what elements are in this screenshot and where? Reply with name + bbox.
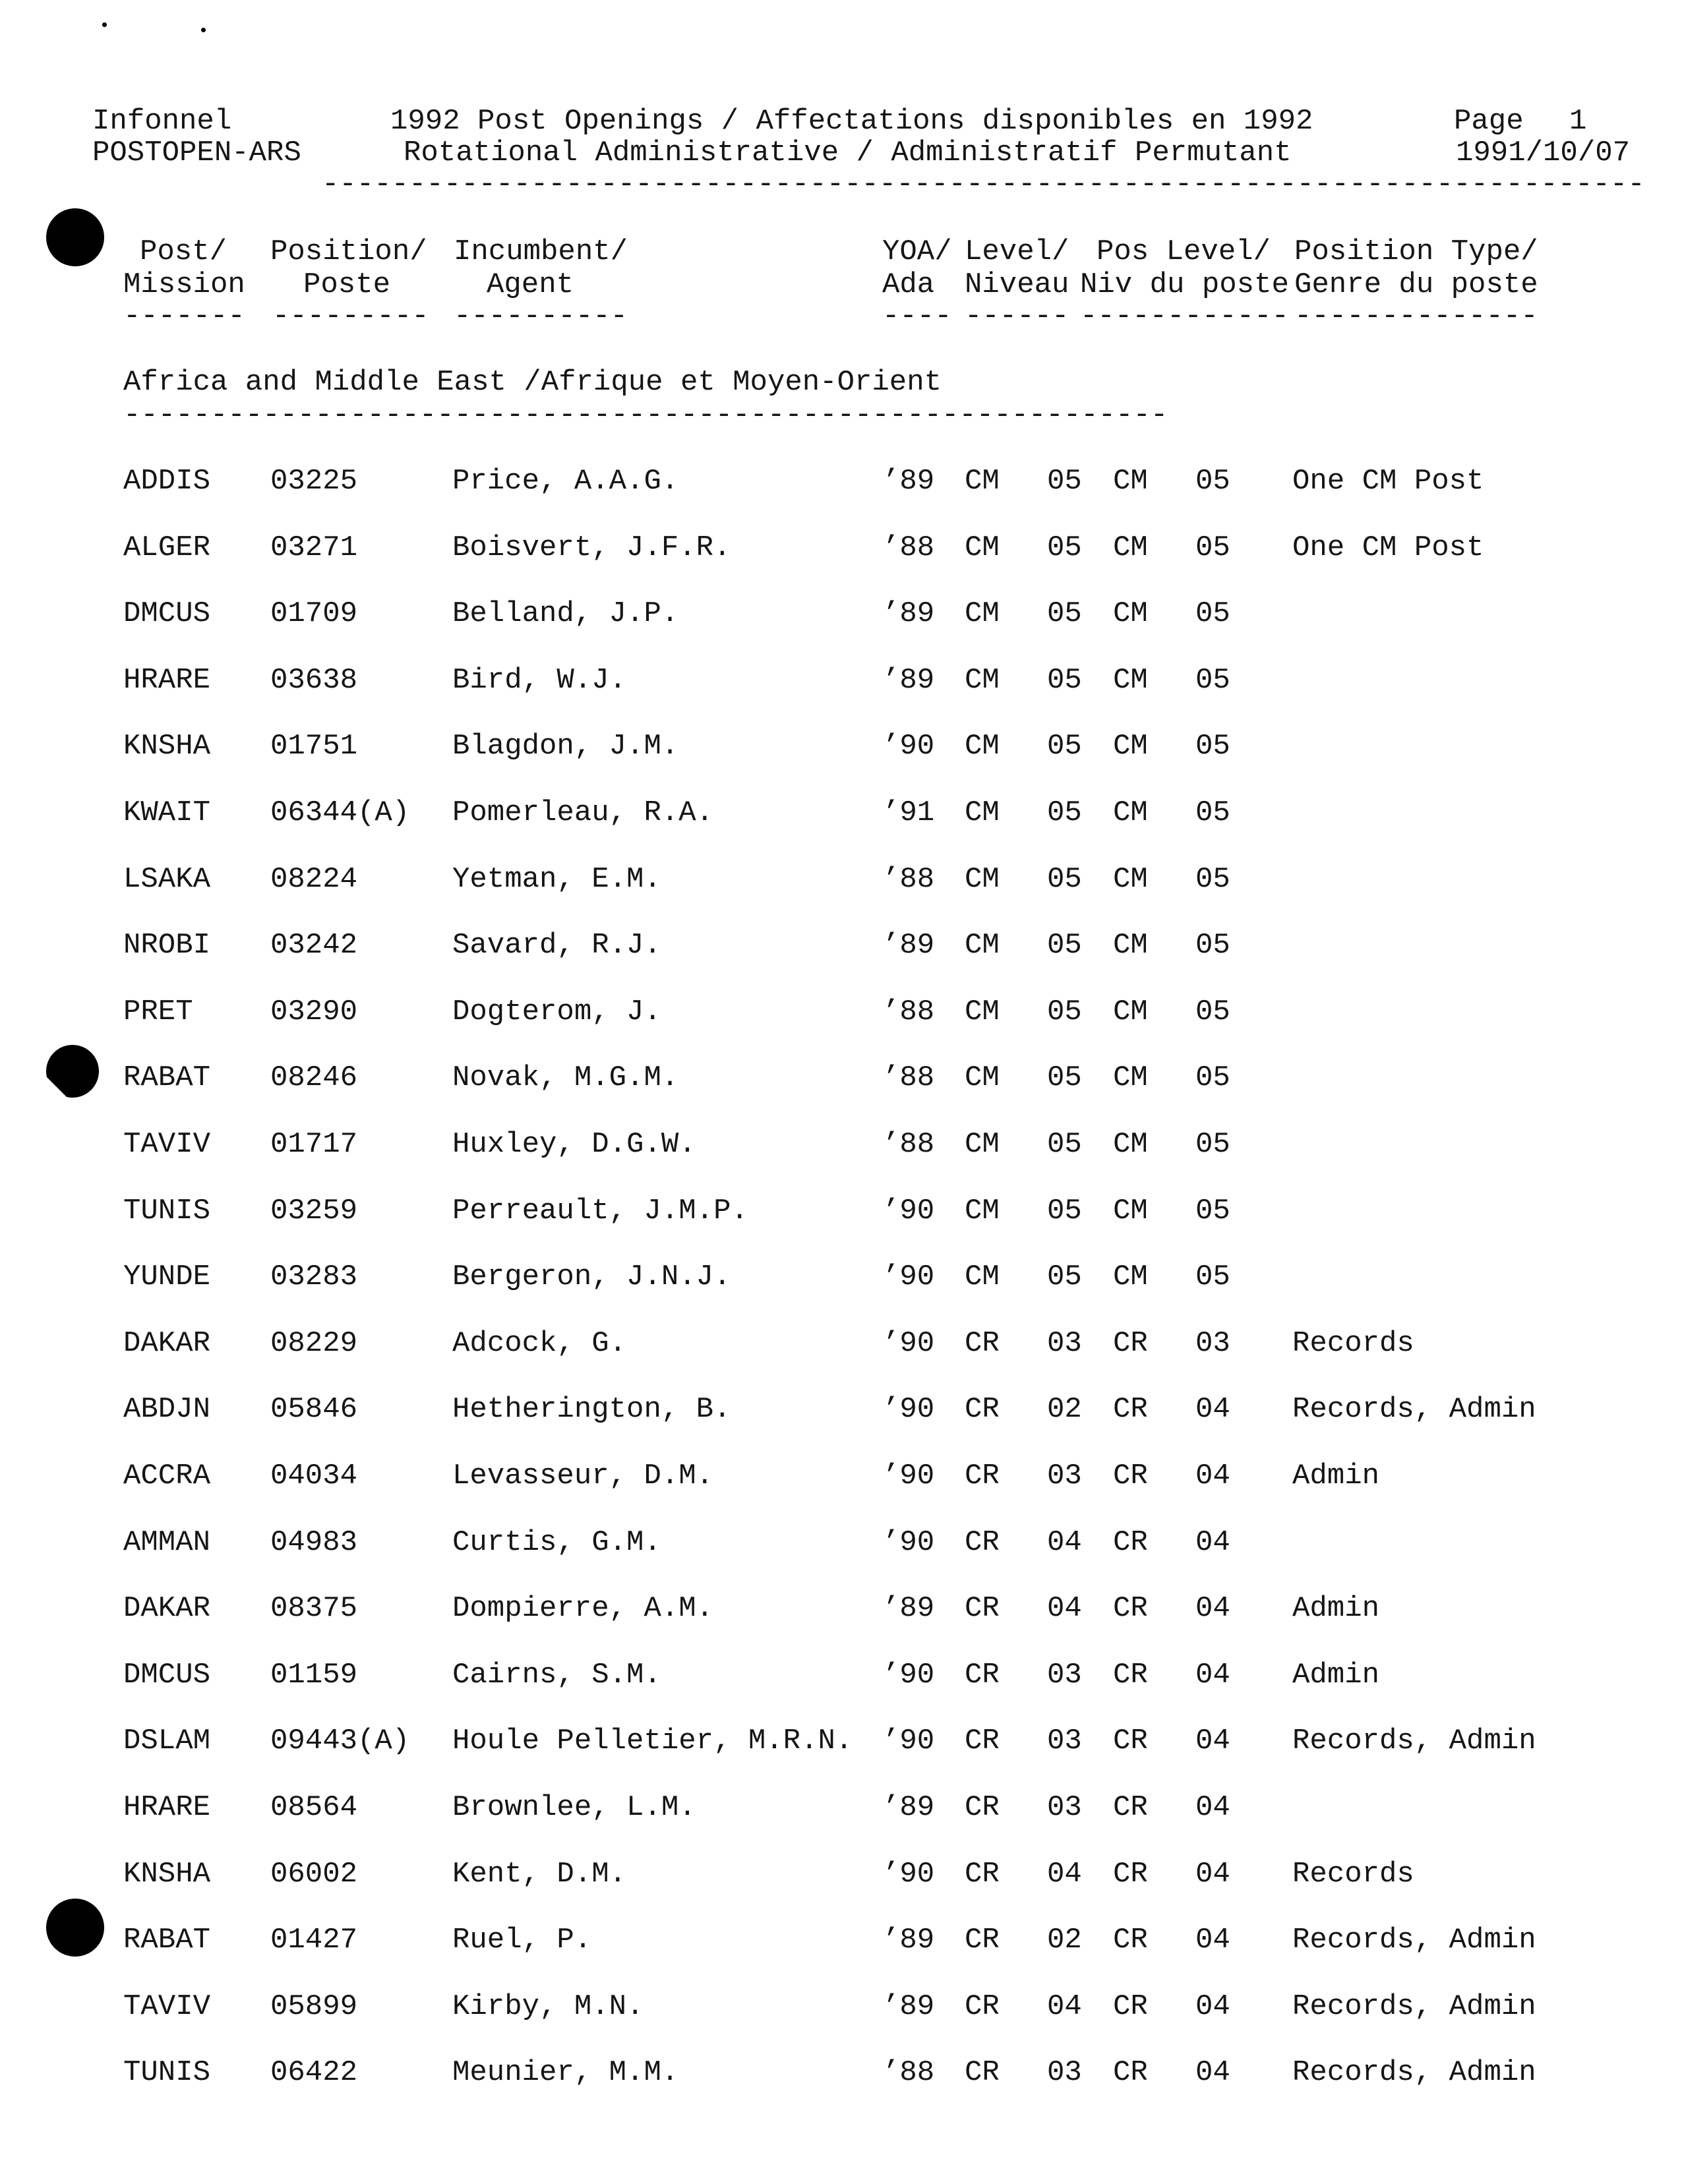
page-number: 1: [1569, 105, 1587, 138]
pos-level-number: 05: [1195, 1195, 1230, 1227]
position-number: 03290: [270, 995, 358, 1028]
position-type: Records, Admin: [1292, 1990, 1536, 2023]
incumbent-name: Brownlee, L.M.: [452, 1791, 696, 1824]
table-row: [0, 2058, 1684, 2098]
pos-level-number: 04: [1195, 1858, 1230, 1891]
level-number: 05: [1047, 995, 1082, 1028]
post-code: NROBI: [123, 929, 211, 962]
year-of-assignment: ’90: [882, 1659, 935, 1692]
position-number: 01709: [270, 597, 358, 630]
table-row: [0, 666, 1684, 705]
pos-level-group: CM: [1113, 796, 1148, 829]
pos-level-group: CR: [1113, 1327, 1148, 1360]
pos-level-group: CR: [1113, 1393, 1148, 1426]
level-number: 05: [1047, 1195, 1082, 1227]
level-group: CM: [965, 1195, 1000, 1227]
incumbent-name: Novak, M.G.M.: [452, 1061, 679, 1094]
level-group: CM: [965, 730, 1000, 763]
level-group: CR: [965, 1526, 1000, 1559]
level-number: 05: [1047, 863, 1082, 896]
system-name: Infonnel: [92, 105, 232, 138]
pos-level-number: 05: [1195, 1260, 1230, 1293]
level-group: CM: [965, 597, 1000, 630]
level-group: CM: [965, 531, 1000, 564]
position-type: One CM Post: [1292, 465, 1484, 498]
pos-level-number: 04: [1195, 1393, 1230, 1426]
year-of-assignment: ’90: [882, 1195, 935, 1227]
pos-level-number: 05: [1195, 929, 1230, 962]
post-code: ACCRA: [123, 1460, 211, 1492]
pos-level-number: 04: [1195, 2056, 1230, 2089]
table-row: [0, 1992, 1684, 2032]
report-date: 1991/10/07: [1456, 136, 1631, 169]
table-row: [0, 732, 1684, 771]
pos-level-number: 05: [1195, 796, 1230, 829]
year-of-assignment: ’88: [882, 863, 935, 896]
position-type: One CM Post: [1292, 531, 1484, 564]
position-number: 03259: [270, 1195, 358, 1227]
table-row: [0, 1063, 1684, 1103]
pos-level-number: 03: [1195, 1327, 1230, 1360]
level-group: CR: [965, 1592, 1000, 1625]
position-number: 06002: [270, 1858, 358, 1891]
post-code: DMCUS: [123, 597, 211, 630]
incumbent-name: Yetman, E.M.: [452, 863, 661, 896]
level-number: 05: [1047, 929, 1082, 962]
scan-speck: [102, 22, 107, 27]
pos-level-group: CM: [1113, 1195, 1148, 1227]
incumbent-name: Houle Pelletier, M.R.N.: [452, 1725, 853, 1757]
incumbent-name: Huxley, D.G.W.: [452, 1128, 696, 1161]
col-header-position: Position/: [270, 235, 427, 268]
level-number: 03: [1047, 1327, 1082, 1360]
post-code: HRARE: [123, 664, 211, 697]
pos-level-group: CR: [1113, 1526, 1148, 1559]
post-code: RABAT: [123, 1924, 211, 1957]
year-of-assignment: ’89: [882, 1924, 935, 1957]
section-title: Africa and Middle East /Afrique et Moyen-Orient: [123, 366, 942, 399]
level-number: 04: [1047, 1990, 1082, 2023]
year-of-assignment: ’90: [882, 1393, 935, 1426]
pos-level-number: 04: [1195, 1460, 1230, 1492]
level-group: CR: [965, 1393, 1000, 1426]
col-header-post-fr: Mission: [123, 268, 245, 301]
year-of-assignment: ’89: [882, 1990, 935, 2023]
pos-level-number: 05: [1195, 730, 1230, 763]
post-code: YUNDE: [123, 1260, 211, 1293]
pos-level-group: CR: [1113, 1725, 1148, 1757]
level-group: CR: [965, 1327, 1000, 1360]
pos-level-number: 04: [1195, 1592, 1230, 1625]
level-group: CM: [965, 995, 1000, 1028]
level-number: 03: [1047, 2056, 1082, 2089]
position-number: 03271: [270, 531, 358, 564]
position-number: 09443(A): [270, 1725, 410, 1757]
table-row: [0, 1262, 1684, 1302]
level-number: 03: [1047, 1791, 1082, 1824]
incumbent-name: Pomerleau, R.A.: [452, 796, 714, 829]
col-rule-level: ------: [965, 300, 1069, 333]
post-code: ALGER: [123, 531, 211, 564]
incumbent-name: Kirby, M.N.: [452, 1990, 644, 2023]
incumbent-name: Dogterom, J.: [452, 995, 661, 1028]
level-number: 05: [1047, 597, 1082, 630]
incumbent-name: Cairns, S.M.: [452, 1659, 661, 1692]
report-title: 1992 Post Openings / Affectations disponibles en 1992: [390, 105, 1313, 138]
post-code: PRET: [123, 995, 193, 1028]
table-row: [0, 1528, 1684, 1568]
incumbent-name: Meunier, M.M.: [452, 2056, 679, 2089]
pos-level-number: 05: [1195, 1061, 1230, 1094]
pos-level-number: 05: [1195, 863, 1230, 896]
position-number: 01717: [270, 1128, 358, 1161]
title-underline: ----------------------------------------------------------------------------: [322, 168, 1645, 201]
level-group: CM: [965, 664, 1000, 697]
year-of-assignment: ’90: [882, 1858, 935, 1891]
pos-level-group: CM: [1113, 863, 1148, 896]
year-of-assignment: ’88: [882, 995, 935, 1028]
table-row: [0, 1130, 1684, 1169]
post-code: ADDIS: [123, 465, 211, 498]
position-type: Admin: [1292, 1460, 1380, 1492]
col-rule-yoa: ----: [882, 300, 952, 333]
level-number: 02: [1047, 1393, 1082, 1426]
incumbent-name: Perreault, J.M.P.: [452, 1195, 748, 1227]
pos-level-group: CR: [1113, 1858, 1148, 1891]
level-number: 04: [1047, 1526, 1082, 1559]
position-number: 08246: [270, 1061, 358, 1094]
table-row: [0, 931, 1684, 970]
level-number: 03: [1047, 1659, 1082, 1692]
post-code: TUNIS: [123, 1195, 211, 1227]
pos-level-number: 04: [1195, 1725, 1230, 1757]
level-number: 02: [1047, 1924, 1082, 1957]
post-code: HRARE: [123, 1791, 211, 1824]
punch-hole-top: [46, 208, 104, 266]
incumbent-name: Boisvert, J.F.R.: [452, 531, 731, 564]
level-group: CR: [965, 1791, 1000, 1824]
level-group: CM: [965, 796, 1000, 829]
table-row: [0, 533, 1684, 573]
level-group: CM: [965, 1260, 1000, 1293]
year-of-assignment: ’90: [882, 1260, 935, 1293]
col-header-pos-level: Pos Level/: [1097, 235, 1271, 268]
year-of-assignment: ’88: [882, 1128, 935, 1161]
pos-level-group: CM: [1113, 1128, 1148, 1161]
position-number: 01159: [270, 1659, 358, 1692]
page-label: Page: [1454, 105, 1524, 138]
pos-level-number: 05: [1195, 664, 1230, 697]
post-code: AMMAN: [123, 1526, 211, 1559]
level-number: 05: [1047, 465, 1082, 498]
col-rule-incumbent: ----------: [454, 300, 628, 333]
pos-level-group: CM: [1113, 597, 1148, 630]
level-number: 03: [1047, 1460, 1082, 1492]
position-type: Records: [1292, 1327, 1414, 1360]
pos-level-group: CM: [1113, 465, 1148, 498]
level-number: 04: [1047, 1858, 1082, 1891]
pos-level-group: CM: [1113, 531, 1148, 564]
pos-level-group: CM: [1113, 1260, 1148, 1293]
table-row: [0, 1395, 1684, 1434]
table-row: [0, 1926, 1684, 1965]
section-underline: ------------------------------------------------------------: [123, 399, 1168, 432]
pos-level-group: CM: [1113, 995, 1148, 1028]
pos-level-number: 05: [1195, 995, 1230, 1028]
col-header-pos-level-fr: Niv du poste: [1080, 268, 1289, 301]
col-header-yoa-fr: Ada: [882, 268, 935, 301]
col-header-incumbent-fr: Agent: [487, 268, 574, 301]
incumbent-name: Curtis, G.M.: [452, 1526, 661, 1559]
level-number: 03: [1047, 1725, 1082, 1757]
year-of-assignment: ’89: [882, 664, 935, 697]
pos-level-number: 04: [1195, 1990, 1230, 2023]
col-header-position-fr: Poste: [303, 268, 391, 301]
post-code: TUNIS: [123, 2056, 211, 2089]
level-group: CR: [965, 1858, 1000, 1891]
post-code: ABDJN: [123, 1393, 211, 1426]
pos-level-group: CR: [1113, 1791, 1148, 1824]
year-of-assignment: ’90: [882, 1460, 935, 1492]
table-row: [0, 1727, 1684, 1766]
pos-level-number: 05: [1195, 1128, 1230, 1161]
level-number: 05: [1047, 1061, 1082, 1094]
year-of-assignment: ’90: [882, 1526, 935, 1559]
pos-level-number: 05: [1195, 531, 1230, 564]
incumbent-name: Adcock, G.: [452, 1327, 627, 1360]
year-of-assignment: ’89: [882, 929, 935, 962]
level-group: CR: [965, 2056, 1000, 2089]
pos-level-group: CR: [1113, 1460, 1148, 1492]
post-code: KNSHA: [123, 1858, 211, 1891]
level-group: CR: [965, 1659, 1000, 1692]
year-of-assignment: ’88: [882, 531, 935, 564]
year-of-assignment: ’90: [882, 730, 935, 763]
level-group: CM: [965, 863, 1000, 896]
year-of-assignment: ’91: [882, 796, 935, 829]
incumbent-name: Price, A.A.G.: [452, 465, 679, 498]
post-code: LSAKA: [123, 863, 211, 896]
year-of-assignment: ’88: [882, 2056, 935, 2089]
post-code: TAVIV: [123, 1990, 211, 2023]
incumbent-name: Kent, D.M.: [452, 1858, 627, 1891]
table-row: [0, 865, 1684, 904]
incumbent-name: Blagdon, J.M.: [452, 730, 679, 763]
table-row: [0, 1329, 1684, 1369]
pos-level-group: CM: [1113, 664, 1148, 697]
position-number: 05846: [270, 1393, 358, 1426]
pos-level-group: CR: [1113, 1990, 1148, 2023]
level-group: CR: [965, 1725, 1000, 1757]
position-type: Records, Admin: [1292, 2056, 1536, 2089]
pos-level-number: 05: [1195, 597, 1230, 630]
col-header-post: Post/: [140, 235, 227, 268]
pos-level-group: CM: [1113, 929, 1148, 962]
pos-level-group: CR: [1113, 1592, 1148, 1625]
pos-level-number: 04: [1195, 1526, 1230, 1559]
position-number: 03242: [270, 929, 358, 962]
table-row: [0, 997, 1684, 1037]
position-number: 04034: [270, 1460, 358, 1492]
year-of-assignment: ’90: [882, 1725, 935, 1757]
col-header-incumbent: Incumbent/: [454, 235, 628, 268]
table-row: [0, 1196, 1684, 1236]
table-row: [0, 1661, 1684, 1700]
year-of-assignment: ’89: [882, 597, 935, 630]
level-group: CM: [965, 1061, 1000, 1094]
incumbent-name: Hetherington, B.: [452, 1393, 731, 1426]
post-code: DMCUS: [123, 1659, 211, 1692]
incumbent-name: Bird, W.J.: [452, 664, 627, 697]
position-type: Admin: [1292, 1659, 1380, 1692]
position-number: 08224: [270, 863, 358, 896]
table-row: [0, 798, 1684, 838]
table-row: [0, 467, 1684, 506]
report-subtitle: Rotational Administrative / Administratif Permutant: [404, 136, 1292, 169]
position-number: 03283: [270, 1260, 358, 1293]
post-code: KNSHA: [123, 730, 211, 763]
report-code: POSTOPEN-ARS: [92, 136, 301, 169]
position-type: Records, Admin: [1292, 1725, 1536, 1757]
pos-level-group: CM: [1113, 730, 1148, 763]
pos-level-group: CR: [1113, 2056, 1148, 2089]
level-number: 05: [1047, 664, 1082, 697]
level-group: CM: [965, 1128, 1000, 1161]
post-code: KWAIT: [123, 796, 211, 829]
level-number: 05: [1047, 796, 1082, 829]
pos-level-group: CR: [1113, 1924, 1148, 1957]
col-header-yoa: YOA/: [882, 235, 952, 268]
incumbent-name: Dompierre, A.M.: [452, 1592, 714, 1625]
year-of-assignment: ’90: [882, 1327, 935, 1360]
position-number: 05899: [270, 1990, 358, 2023]
col-rule-pos-type: --------------: [1294, 300, 1538, 333]
table-row: [0, 1461, 1684, 1501]
pos-level-number: 05: [1195, 465, 1230, 498]
col-rule-position: ---------: [272, 300, 429, 333]
col-header-level-fr: Niveau: [965, 268, 1069, 301]
post-code: DAKAR: [123, 1327, 211, 1360]
col-header-level: Level/: [965, 235, 1069, 268]
position-number: 01751: [270, 730, 358, 763]
year-of-assignment: ’89: [882, 1592, 935, 1625]
level-number: 05: [1047, 1260, 1082, 1293]
position-number: 08375: [270, 1592, 358, 1625]
incumbent-name: Savard, R.J.: [452, 929, 661, 962]
position-number: 08229: [270, 1327, 358, 1360]
position-type: Records: [1292, 1858, 1414, 1891]
position-type: Records, Admin: [1292, 1393, 1536, 1426]
incumbent-name: Ruel, P.: [452, 1924, 592, 1957]
table-row: [0, 599, 1684, 639]
incumbent-name: Levasseur, D.M.: [452, 1460, 714, 1492]
col-rule-pos-level: ------------: [1080, 300, 1289, 333]
position-number: 06422: [270, 2056, 358, 2089]
level-group: CR: [965, 1990, 1000, 2023]
level-group: CM: [965, 465, 1000, 498]
table-row: [0, 1594, 1684, 1634]
position-type: Records, Admin: [1292, 1924, 1536, 1957]
position-number: 03225: [270, 465, 358, 498]
col-header-pos-type: Position Type/: [1294, 235, 1538, 268]
post-code: DSLAM: [123, 1725, 211, 1757]
position-type: Admin: [1292, 1592, 1380, 1625]
table-row: [0, 1793, 1684, 1833]
post-code: DAKAR: [123, 1592, 211, 1625]
position-number: 03638: [270, 664, 358, 697]
incumbent-name: Belland, J.P.: [452, 597, 679, 630]
pos-level-group: CR: [1113, 1659, 1148, 1692]
level-group: CM: [965, 929, 1000, 962]
year-of-assignment: ’88: [882, 1061, 935, 1094]
position-number: 08564: [270, 1791, 358, 1824]
level-number: 05: [1047, 730, 1082, 763]
pos-level-number: 04: [1195, 1924, 1230, 1957]
level-group: CR: [965, 1924, 1000, 1957]
scan-speck: [201, 28, 206, 32]
level-number: 04: [1047, 1592, 1082, 1625]
table-row: [0, 1860, 1684, 1899]
year-of-assignment: ’89: [882, 465, 935, 498]
col-rule-post: -------: [123, 300, 245, 333]
position-number: 06344(A): [270, 796, 410, 829]
level-number: 05: [1047, 531, 1082, 564]
position-number: 04983: [270, 1526, 358, 1559]
pos-level-group: CM: [1113, 1061, 1148, 1094]
post-code: TAVIV: [123, 1128, 211, 1161]
col-header-pos-type-fr: Genre du poste: [1294, 268, 1538, 301]
incumbent-name: Bergeron, J.N.J.: [452, 1260, 731, 1293]
year-of-assignment: ’89: [882, 1791, 935, 1824]
position-number: 01427: [270, 1924, 358, 1957]
level-group: CR: [965, 1460, 1000, 1492]
pos-level-number: 04: [1195, 1791, 1230, 1824]
post-code: RABAT: [123, 1061, 211, 1094]
level-number: 05: [1047, 1128, 1082, 1161]
pos-level-number: 04: [1195, 1659, 1230, 1692]
